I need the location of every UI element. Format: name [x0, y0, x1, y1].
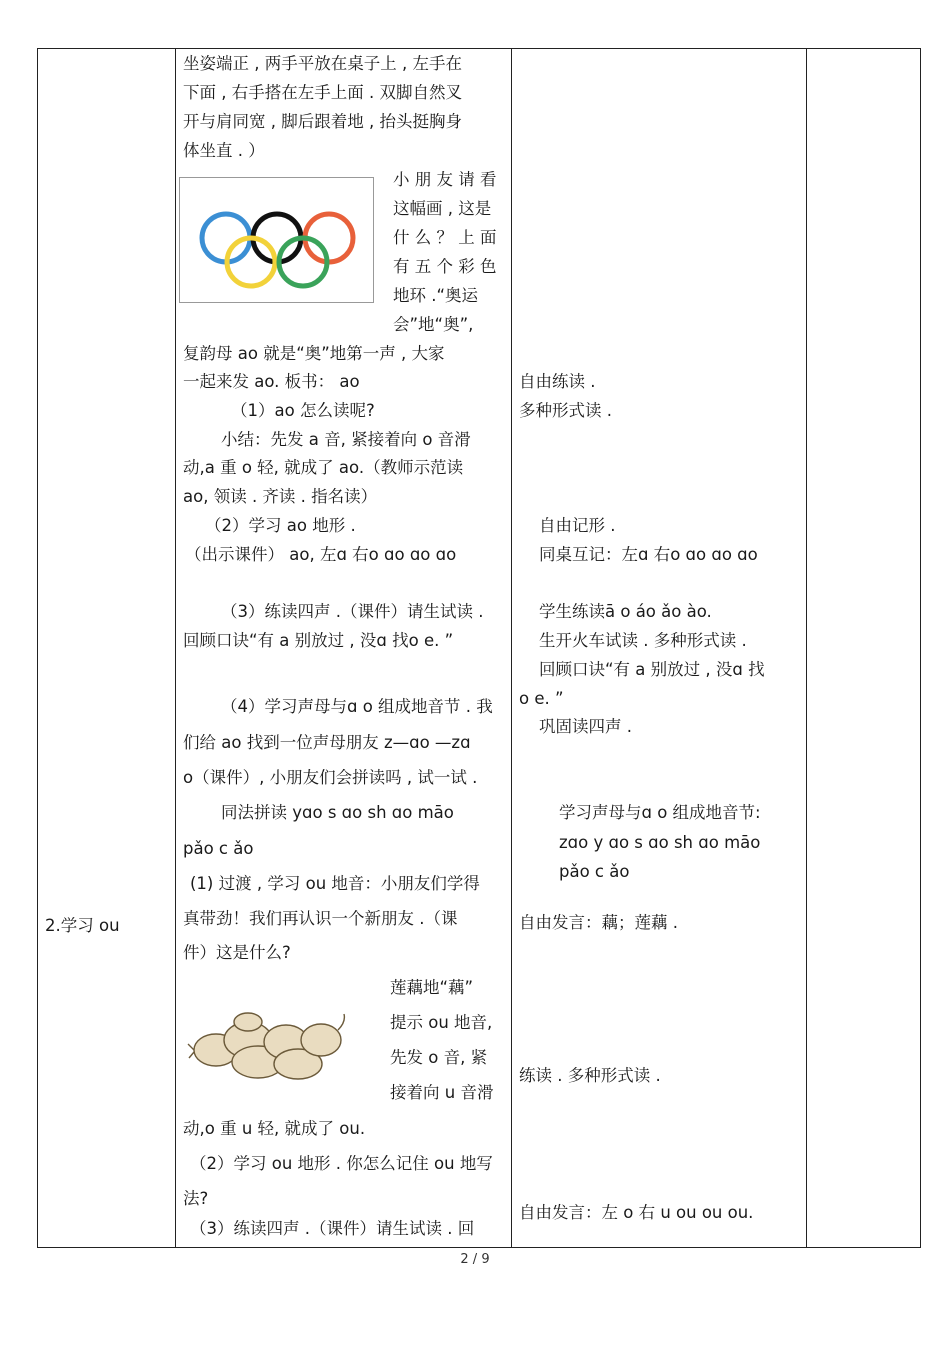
teacher-line: 小 朋 友 请 看 [393, 170, 497, 189]
teacher-line: 回顾口诀“有 a 别放过 , 没ɑ 找o e. ” [183, 631, 454, 650]
teacher-line: 动,a 重 o 轻, 就成了 ao.（教师示范读 [183, 458, 464, 477]
student-line: pǎo c ǎo [559, 862, 630, 881]
student-line: 巩固读四声 . [539, 717, 632, 736]
teacher-line: （2）学习 ou 地形 . 你怎么记住 ou 地写 [190, 1154, 493, 1173]
student-line: 生开火车试读 . 多种形式读 . [539, 631, 747, 650]
teacher-line: 这幅画 , 这是 [393, 199, 492, 218]
student-line: 自由发言：左 o 右 u ou ou ou. [519, 1203, 754, 1222]
teacher-line: 接着向 u 音滑 [390, 1083, 494, 1102]
teacher-line: 开与肩同宽 , 脚后跟着地 , 抬头挺胸身 [183, 112, 462, 131]
student-line: 学习声母与ɑ o 组成地音节: [559, 803, 761, 822]
teacher-line: 动,o 重 u 轻, 就成了 ou. [183, 1119, 366, 1138]
col-divider-3 [806, 48, 807, 1248]
student-line: 练读 . 多种形式读 . [519, 1066, 661, 1085]
teacher-line: （3）练读四声 .（课件）请生试读 . 回 [190, 1219, 475, 1238]
teacher-line: (1) 过渡 , 学习 ou 地音：小朋友们学得 [190, 874, 480, 893]
lotus-root-icon [186, 1000, 351, 1090]
teacher-line: （2）学习 ao 地形 . [205, 516, 356, 535]
teacher-line: 下面 , 右手搭在左手上面 . 双脚自然叉 [183, 83, 462, 102]
teacher-line: 法? [183, 1189, 209, 1208]
student-line: 回顾口诀“有 a 别放过 , 没ɑ 找 [539, 660, 765, 679]
teacher-line: 小结：先发 a 音, 紧接着向 o 音滑 [221, 430, 471, 449]
col-divider-1 [175, 48, 176, 1248]
teacher-line: （4）学习声母与ɑ o 组成地音节 . 我 [221, 697, 493, 716]
student-line: 自由记形 . [539, 516, 616, 535]
teacher-line: （3）练读四声 .（课件）请生试读 . [221, 602, 484, 621]
teacher-line: 会”地“奥”, [393, 315, 474, 334]
student-line: 自由练读 . [519, 372, 596, 391]
student-line: 多种形式读 . [519, 401, 612, 420]
teacher-line: （1）ao 怎么读呢? [231, 401, 375, 420]
teacher-line: 们给 ao 找到一位声母朋友 z—ɑo —zɑ [183, 733, 471, 752]
teacher-line: 先发 o 音, 紧 [390, 1048, 488, 1067]
col-divider-4 [920, 48, 921, 1248]
teacher-line: 体坐直 . ） [183, 141, 265, 160]
teacher-line: 提示 ou 地音, [390, 1013, 493, 1032]
student-line: 自由发言：藕；莲藕 . [519, 913, 678, 932]
teacher-line: 件）这是什么? [183, 943, 291, 962]
teacher-line: 同法拼读 yɑo s ɑo sh ɑo māo [221, 803, 454, 822]
student-line: 同桌互记：左ɑ 右o ɑo ɑo ɑo [539, 545, 758, 564]
section-label: 2.学习 ou [45, 916, 120, 935]
teacher-line: 坐姿端正 , 两手平放在桌子上 , 左手在 [183, 54, 462, 73]
teacher-line: 莲藕地“藕” [390, 978, 474, 997]
student-line: o e. ” [519, 689, 564, 708]
olympic-flag-image [179, 177, 374, 303]
teacher-line: 地环 .“奥运 [393, 286, 479, 305]
teacher-line: 复韵母 ao 就是“奥”地第一声 , 大家 [183, 344, 445, 363]
student-line: 学生练读ā o áo ǎo ào. [539, 602, 712, 621]
teacher-line: 什 么 ？ 上 面 [393, 228, 497, 247]
lotus-root-image [186, 1000, 351, 1090]
teacher-line: 真带劲！我们再认识一个新朋友 .（课 [183, 909, 458, 928]
teacher-line: 有 五 个 彩 色 [393, 257, 497, 276]
page-number: 2 / 9 [460, 1252, 490, 1267]
student-line: zɑo y ɑo s ɑo sh ɑo māo [559, 833, 761, 852]
teacher-line: 一起来发 ao. 板书： ao [183, 372, 360, 391]
teacher-line: pǎo c ǎo [183, 839, 254, 858]
col-divider-2 [511, 48, 512, 1248]
teacher-line: o（课件）, 小朋友们会拼读吗 , 试一试 . [183, 768, 478, 787]
teacher-line: （出示课件） ao, 左ɑ 右o ɑo ɑo ɑo [185, 545, 457, 564]
teacher-line: ao, 领读 . 齐读 . 指名读） [183, 487, 378, 506]
olympic-rings-icon [180, 178, 373, 302]
